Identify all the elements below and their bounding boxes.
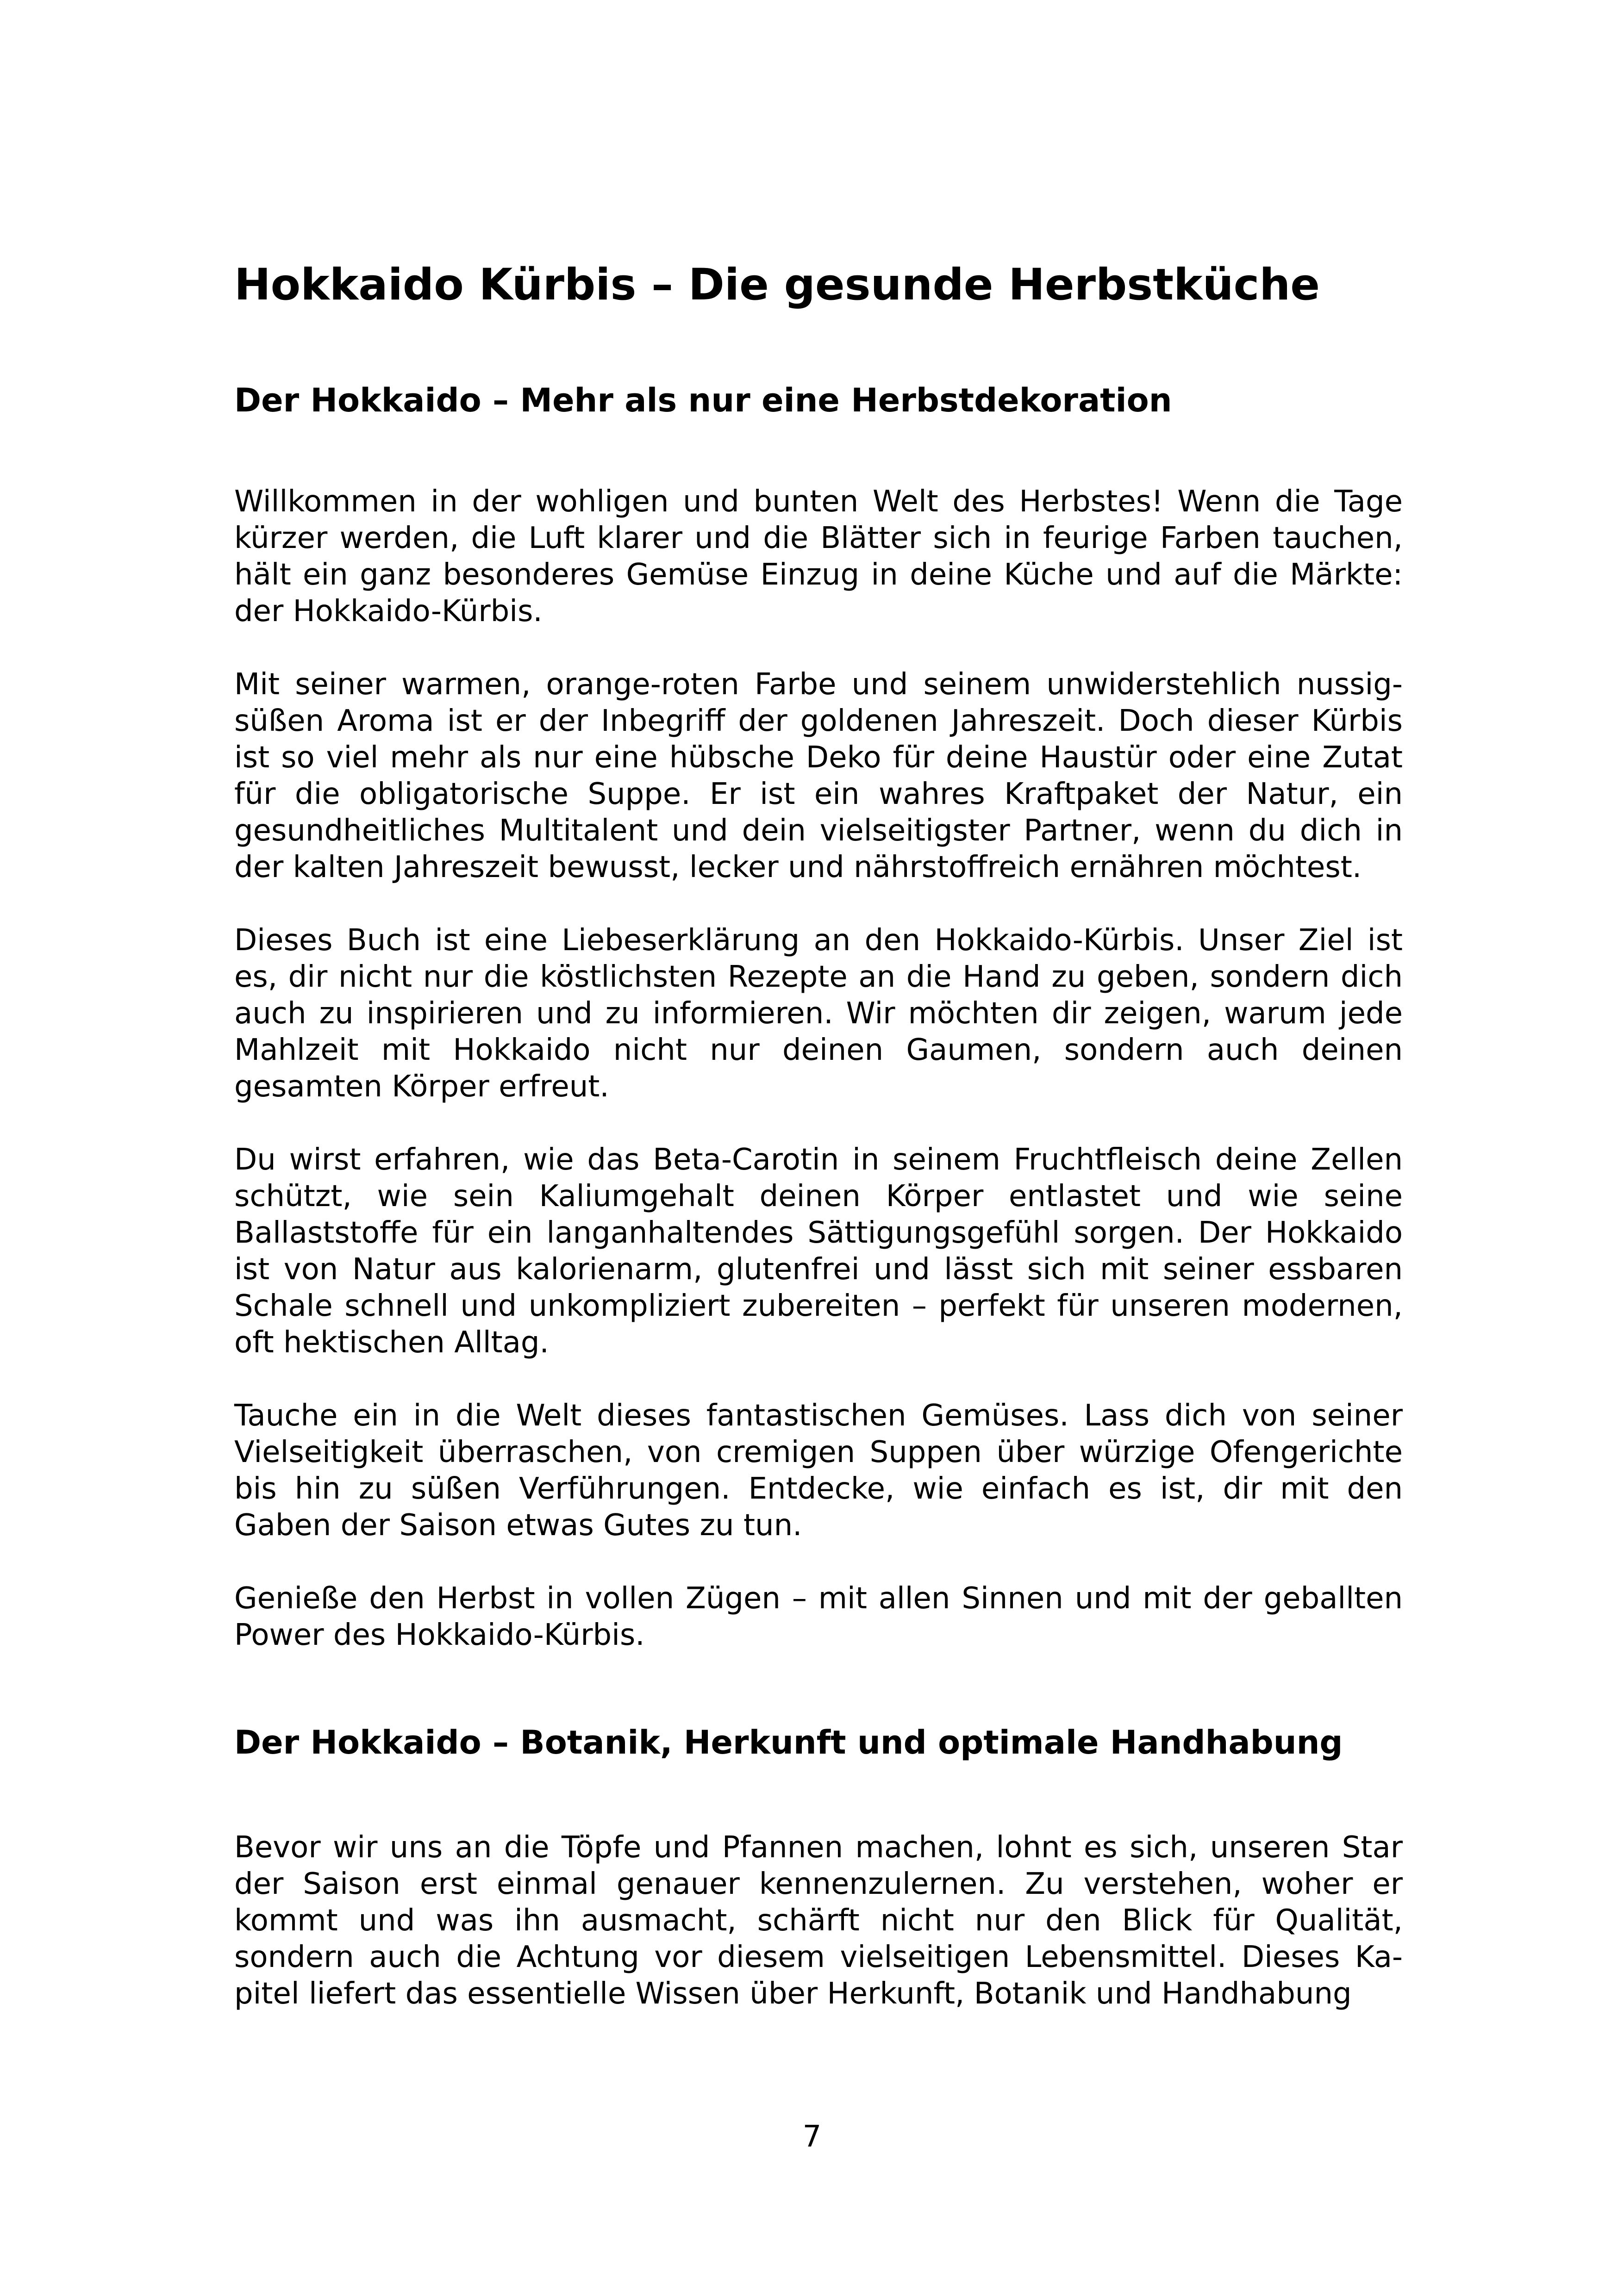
paragraph: Willkommen in der wohligen und bunten Welt des Herbstes! Wenn die Tage kürzer werden, die Luft klarer und die Blätter sich in feurige Farben tauchen, hält ein ganz besonderes Gemüse Einzug in deine Küche und auf die Märkte: der Hokkaido-Kürbis. [234,484,1403,628]
section-body-botanik [234,1829,1403,2012]
paragraph: Mit seiner warmen, orange-roten Farbe und seinem unwiderstehlich nussig-süßen Aroma ist er der Inbegriff der goldenen Jahreszeit. Doch dieser Kürbis ist so viel mehr als nur eine hübsche Deko für deine Haustür oder eine Zutat für die obligatorische Suppe. Er ist ein wahres Kraftpaket der Natur, ein gesundheitliches Multitalent und dein vielseitigster Partner, wenn du dich in der kalten Jahreszeit bewusst, lecker und nährstoffreich ernähren möchtest. [234,667,1403,884]
section-body-intro [234,484,1403,1654]
page-number: 7 [802,2120,822,2154]
paragraph: Bevor wir uns an die Töpfe und Pfannen machen, lohnt es sich, unseren Star der Saison erst einmal genauer kennenzulernen. Zu verstehen, woher er kommt und was ihn ausmacht, schärft nicht nur den Blick für Qualität, sondern auch die Achtung vor diesem vielseitigen Lebensmittel. Dieses Kapitel liefert das essentielle Wissen über Herkunft, Botanik und Handhabung [234,1830,1403,2011]
paragraph: Tauche ein in die Welt dieses fantastischen Gemüses. Lass dich von seiner Vielseitigkeit überraschen, von cremigen Suppen über würzige Ofengerichte bis hin zu süßen Verführungen. Entdecke, wie einfach es ist, dir mit den Gaben der Saison etwas Gutes zu tun. [234,1398,1403,1543]
section-heading-intro: Der Hokkaido – Mehr als nur eine Herbstdekoration [234,381,1172,419]
paragraph: Du wirst erfahren, wie das Beta-Carotin in seinem Fruchtfleisch deine Zellen schützt, wie sein Kaliumgehalt deinen Körper entlastet und wie seine Ballaststoffe für ein langanhaltendes Sättigungsgefühl sorgen. Der Hokkaido ist von Natur aus kalorienarm, glutenfrei und lässt sich mit seiner essbaren Schale schnell und unkompliziert zubereiten – perfekt für unseren modernen, oft hektischen Alltag. [234,1142,1403,1360]
page-content [234,259,1403,2012]
paragraph: Dieses Buch ist eine Liebeserklärung an den Hokkaido-Kürbis. Unser Ziel ist es, dir nicht nur die köstlichsten Rezepte an die Hand zu geben, sondern dich auch zu inspirieren und zu informieren. Wir möchten dir zeigen, warum jede Mahlzeit mit Hokkaido nicht nur deinen Gaumen, sondern auch deinen gesamten Körper erfreut. [234,923,1403,1104]
section-heading-botanik: Der Hokkaido – Botanik, Herkunft und optimale Handhabung [234,1723,1343,1761]
paragraph: Genieße den Herbst in vollen Zügen – mit allen Sinnen und mit der geballten Power des Hokkaido-Kürbis. [234,1581,1403,1652]
chapter-title: Hokkaido Kürbis – Die gesunde Herbstküche [234,260,1320,310]
